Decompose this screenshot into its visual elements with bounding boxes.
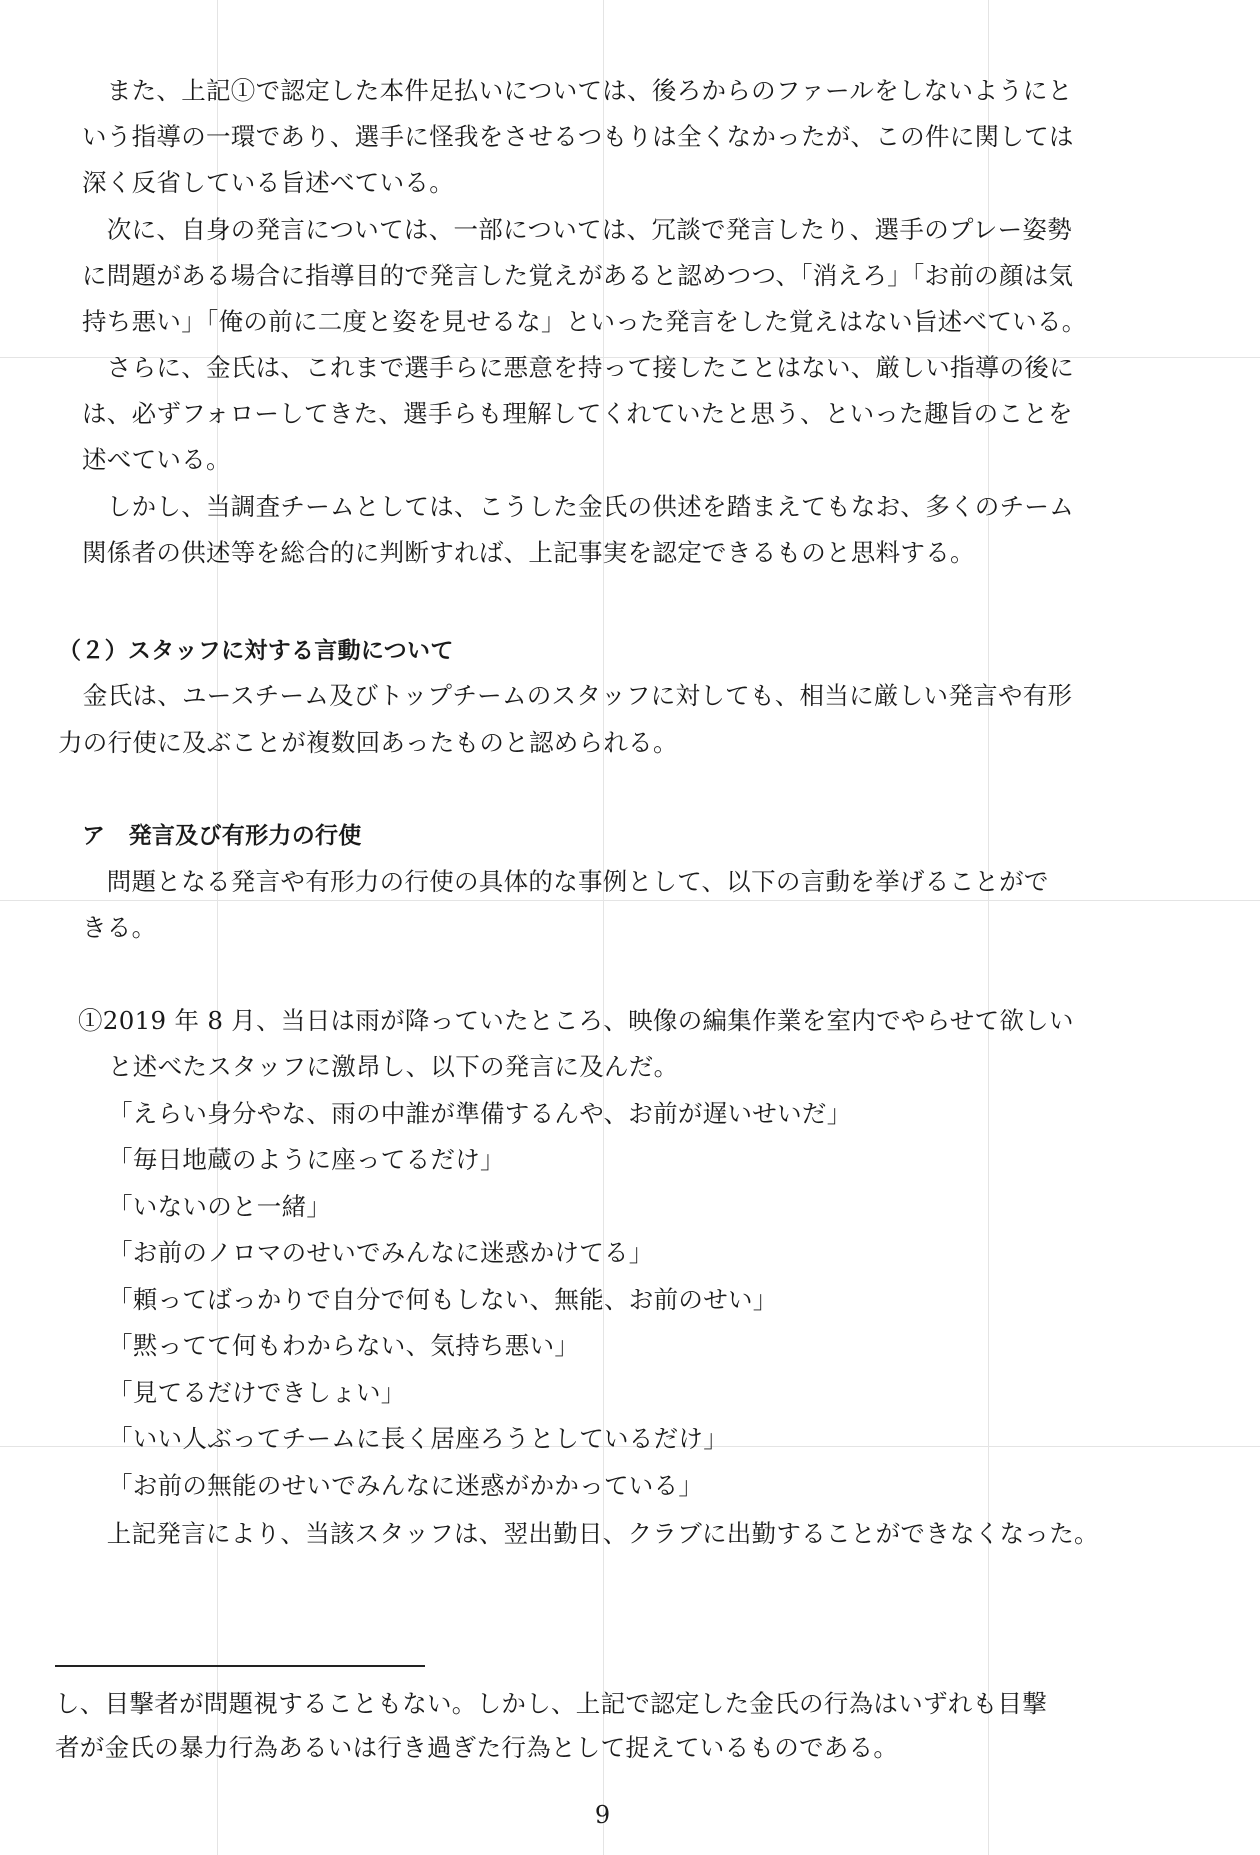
body-text-line: 関係者の供述等を総合的に判断すれば、上記事実を認定できるものと思料する。 bbox=[82, 538, 975, 567]
body-text-line: また、上記①で認定した本件足払いについては、後ろからのファールをしないようにと bbox=[82, 76, 1073, 105]
quote-line: 「黙ってて何もわからない、気持ち悪い」 bbox=[108, 1331, 580, 1360]
footnote-line: し、目撃者が問題視することもない。しかし、上記で認定した金氏の行為はいずれも目撃 bbox=[55, 1689, 1047, 1718]
body-text-line: 上記発言により、当該スタッフは、翌出勤日、クラブに出勤することができなくなった。 bbox=[82, 1519, 1099, 1548]
body-text-line: 次に、自身の発言については、一部については、冗談で発言したり、選手のプレー姿勢 bbox=[82, 215, 1073, 244]
subsection-heading: ア 発言及び有形力の行使 bbox=[82, 823, 362, 849]
quote-line: 「いい人ぶってチームに長く居座ろうとしているだけ」 bbox=[108, 1424, 728, 1453]
footnote-separator bbox=[55, 1665, 425, 1667]
body-text-line: 金氏は、ユースチーム及びトップチームのスタッフに対しても、相当に厳しい発言や有形 bbox=[58, 681, 1073, 710]
list-item-text: ①2019 年 8 月、当日は雨が降っていたところ、映像の編集作業を室内でやらせて欲しい bbox=[78, 1006, 1074, 1035]
body-text-line: いう指導の一環であり、選手に怪我をさせるつもりは全くなかったが、この件に関しては bbox=[82, 122, 1074, 151]
quote-line: 「頼ってばっかりで自分で何もしない、無能、お前のせい」 bbox=[108, 1285, 778, 1314]
body-text-line: 力の行使に及ぶことが複数回あったものと認められる。 bbox=[58, 728, 678, 757]
body-text-line: に問題がある場合に指導目的で発言した覚えがあると認めつつ、「消えろ」「お前の顔は気 bbox=[82, 261, 1074, 290]
body-text-line: しかし、当調査チームとしては、こうした金氏の供述を踏まえてもなお、多くのチーム bbox=[82, 492, 1074, 521]
body-text-line: は、必ずフォローしてきた、選手らも理解してくれていたと思う、といった趣旨のことを bbox=[82, 399, 1073, 428]
quote-line: 「いないのと一緒」 bbox=[108, 1192, 332, 1221]
footnote-line: 者が金氏の暴力行為あるいは行き過ぎた行為として捉えているものである。 bbox=[55, 1733, 899, 1762]
quote-line: 「毎日地蔵のように座ってるだけ」 bbox=[108, 1145, 505, 1174]
body-text-line: きる。 bbox=[82, 913, 157, 942]
grid-line bbox=[0, 900, 1260, 901]
section-heading: （２）スタッフに対する言動について bbox=[58, 638, 454, 664]
page-number: 9 bbox=[594, 1801, 611, 1829]
quote-line: 「お前のノロマのせいでみんなに迷惑かけてる」 bbox=[108, 1238, 654, 1267]
list-item-text: と述べたスタッフに激昂し、以下の発言に及んだ。 bbox=[108, 1052, 679, 1081]
body-text-line: さらに、金氏は、これまで選手らに悪意を持って接したことはない、厳しい指導の後に bbox=[82, 353, 1074, 382]
quote-line: 「見てるだけできしょい」 bbox=[108, 1378, 406, 1407]
body-text-line: 深く反省している旨述べている。 bbox=[82, 168, 454, 197]
quote-line: 「お前の無能のせいでみんなに迷惑がかかっている」 bbox=[108, 1471, 704, 1500]
body-text-line: 述べている。 bbox=[82, 445, 231, 474]
body-text-line: 持ち悪い」「俺の前に二度と姿を見せるな」といった発言をした覚えはない旨述べている。 bbox=[82, 307, 1087, 336]
body-text-line: 問題となる発言や有形力の行使の具体的な事例として、以下の言動を挙げることがで bbox=[82, 867, 1049, 896]
quote-line: 「えらい身分やな、雨の中誰が準備するんや、お前が遅いせいだ」 bbox=[108, 1099, 852, 1128]
